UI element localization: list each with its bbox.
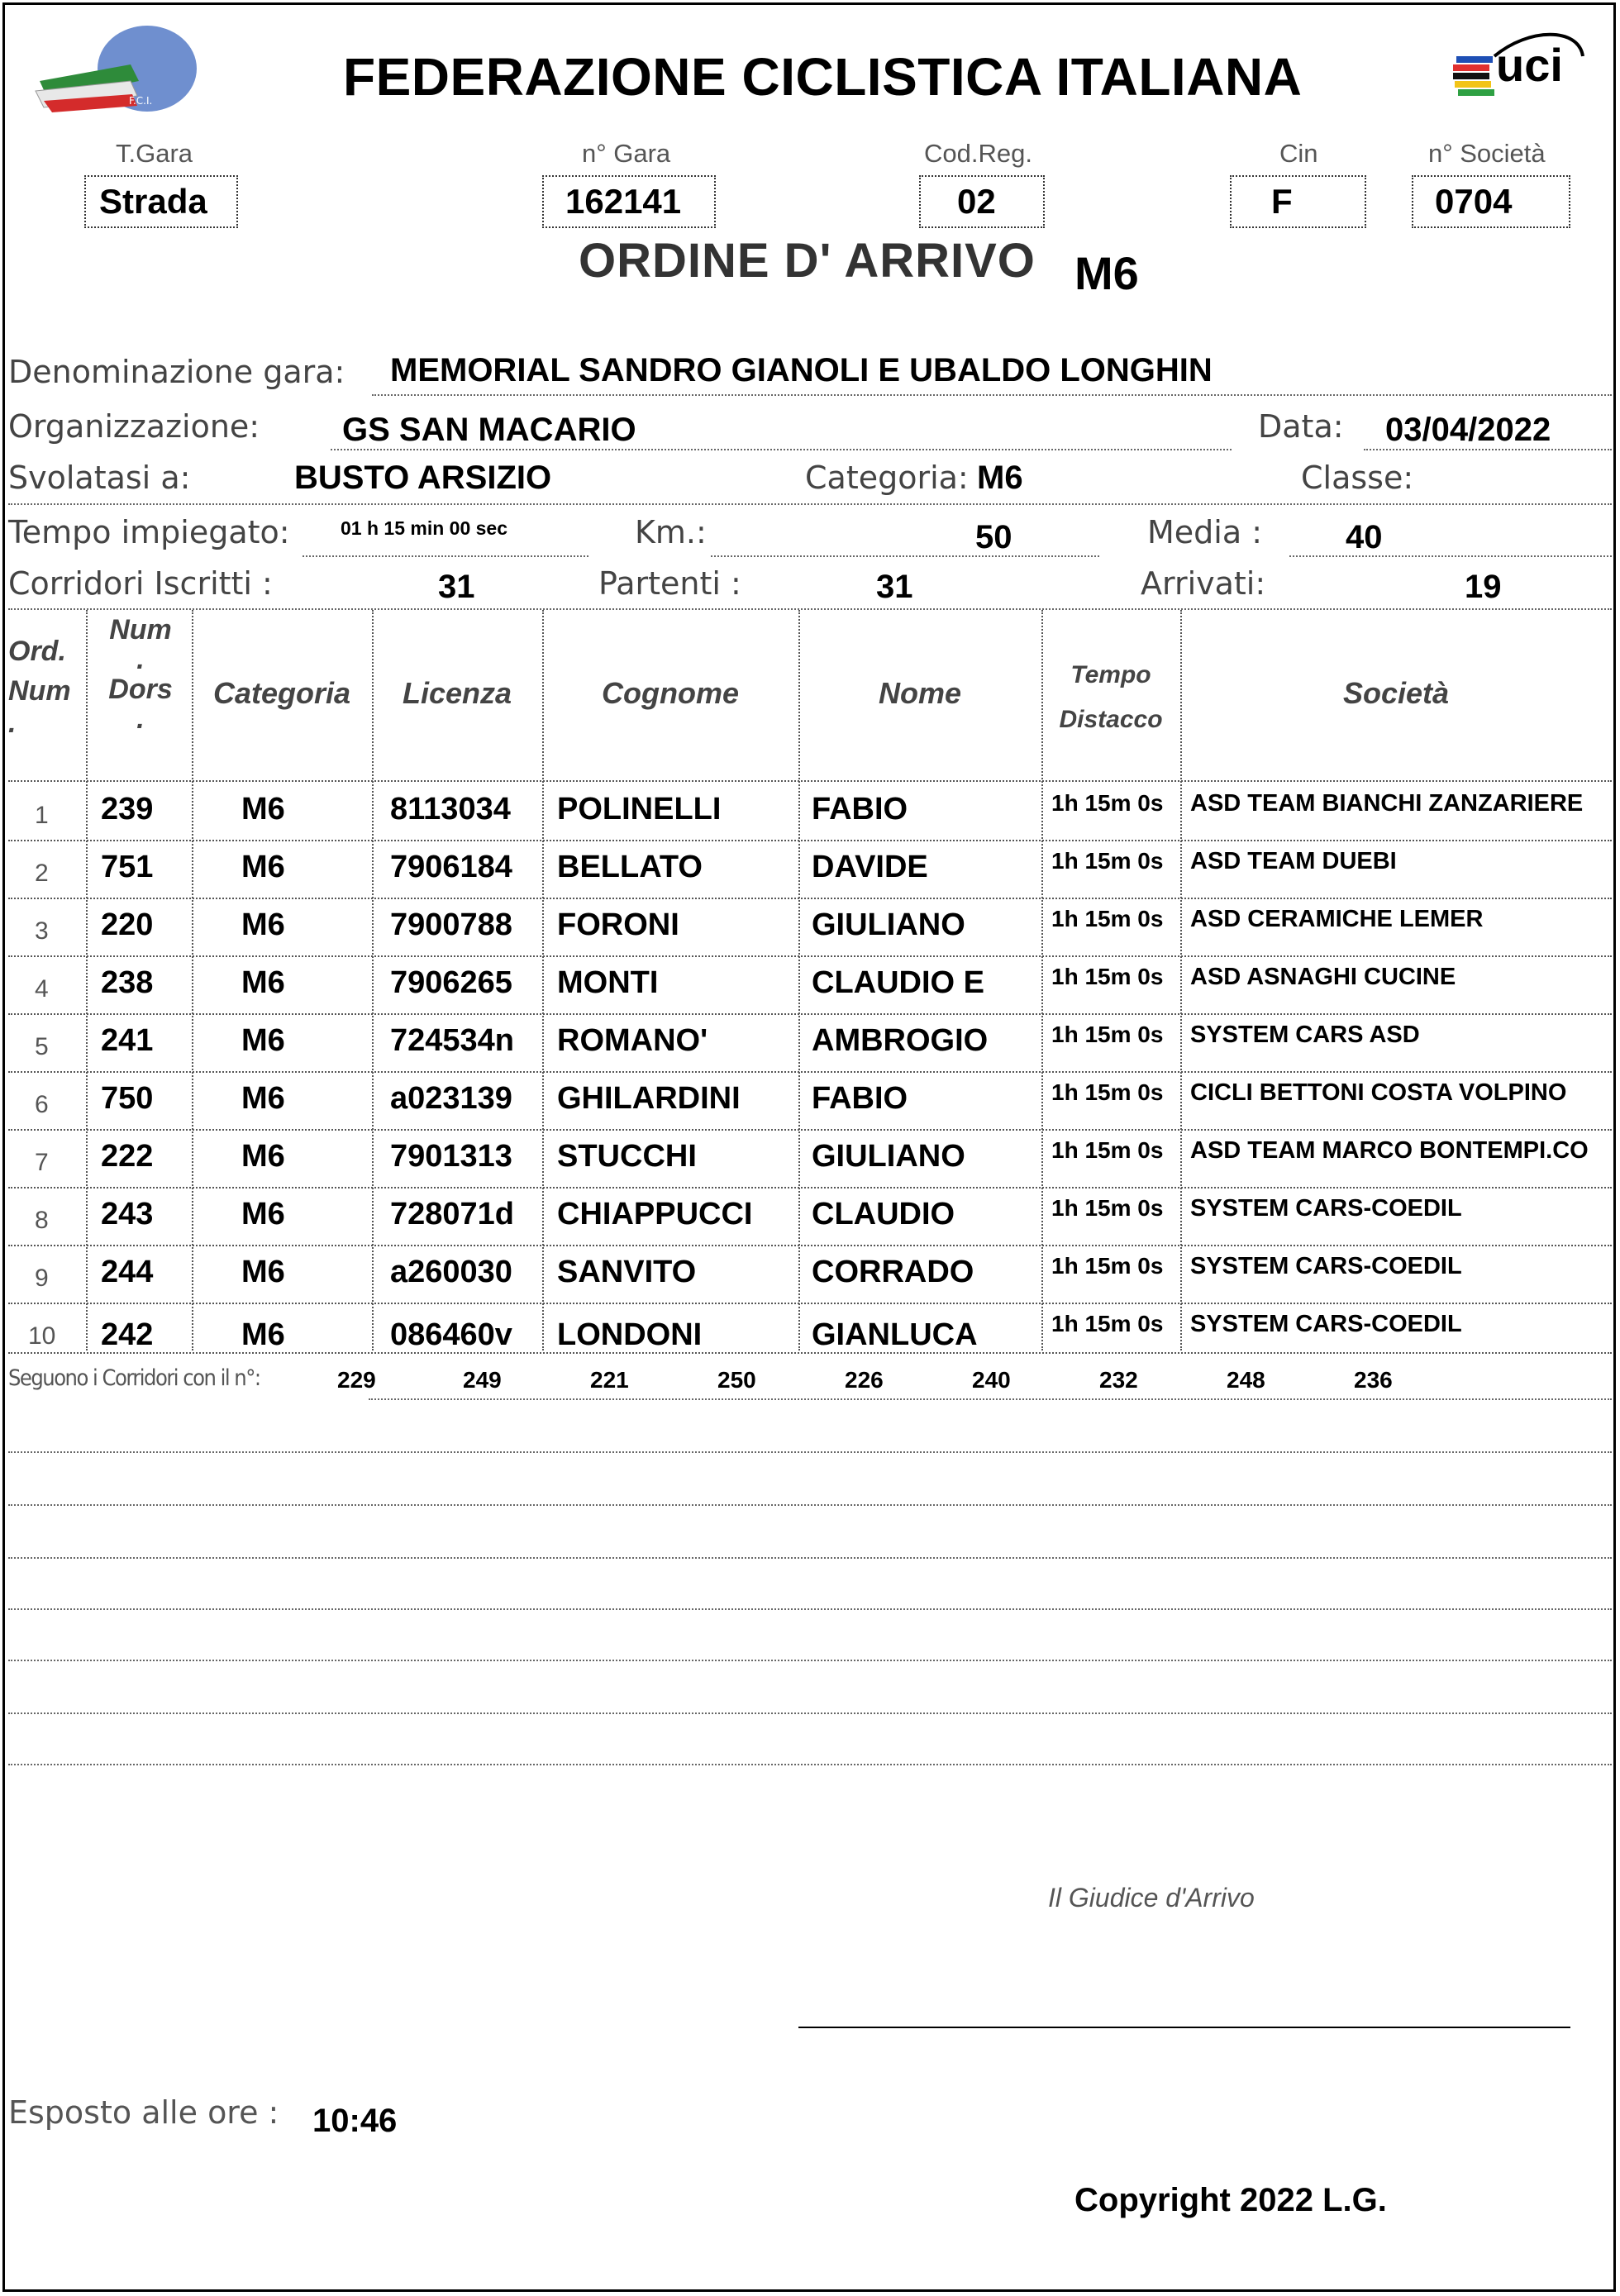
tempo-label: Tempo impiegato:	[8, 514, 290, 550]
cell-num: 238	[101, 965, 154, 1000]
cell-num: 751	[101, 850, 154, 884]
cell-nome: GIANLUCA	[812, 1317, 978, 1352]
header-categoria: Categoria	[212, 676, 351, 710]
following-number: 229	[337, 1367, 376, 1393]
cell-categoria: M6	[241, 792, 285, 826]
col-divider	[1180, 610, 1182, 1350]
tgara-value: Strada	[99, 182, 207, 221]
following-number: 249	[463, 1367, 502, 1393]
cell-tempo: 1h 15m 0s	[1051, 790, 1164, 816]
ngara-value: 162141	[565, 182, 682, 221]
ngara-label: n° Gara	[582, 139, 671, 168]
cell-licenza: a023139	[390, 1081, 512, 1116]
cell-categoria: M6	[241, 1255, 285, 1289]
header-ord-line2: Num	[8, 675, 71, 707]
cell-ord: 8	[35, 1207, 49, 1234]
tgara-box	[84, 175, 238, 228]
codreg-value: 02	[957, 182, 996, 221]
tgara-label: T.Gara	[116, 139, 193, 168]
cell-tempo: 1h 15m 0s	[1051, 1022, 1164, 1047]
uci-logo	[1446, 23, 1591, 114]
svg-text:F.C.I.: F.C.I.	[129, 95, 153, 107]
cell-ord: 6	[35, 1091, 49, 1118]
following-number: 240	[972, 1367, 1011, 1393]
cell-ord: 1	[35, 802, 49, 829]
arrivati-label: Arrivati:	[1141, 565, 1266, 602]
blank-line	[8, 1451, 1612, 1453]
following-line	[369, 1398, 1612, 1400]
cell-ord: 10	[28, 1322, 56, 1350]
cell-societa: ASD ASNAGHI CUCINE	[1190, 964, 1456, 990]
cell-tempo: 1h 15m 0s	[1051, 906, 1164, 931]
cell-tempo: 1h 15m 0s	[1051, 964, 1164, 989]
cell-societa: ASD TEAM BIANCHI ZANZARIERE	[1190, 790, 1584, 817]
cell-nome: GIULIANO	[812, 907, 965, 942]
header-num-line2: .	[136, 644, 145, 675]
cell-licenza: 724534n	[390, 1023, 515, 1058]
svolatasi-label: Svolatasi a:	[8, 460, 191, 496]
partenti-label: Partenti :	[598, 565, 741, 602]
cell-licenza: 7906265	[390, 965, 512, 1000]
cell-nome: FABIO	[812, 792, 908, 826]
svg-text:uci: uci	[1496, 39, 1563, 91]
following-number: 226	[845, 1367, 884, 1393]
row-divider	[8, 1071, 1612, 1073]
cell-societa: SYSTEM CARS-COEDIL	[1190, 1253, 1462, 1279]
cell-licenza: 7900788	[390, 907, 512, 942]
cell-nome: DAVIDE	[812, 850, 928, 884]
following-number: 248	[1227, 1367, 1265, 1393]
header-ord	[8, 631, 71, 739]
cell-num: 244	[101, 1255, 154, 1289]
col-divider	[542, 610, 544, 1350]
cell-ord: 9	[35, 1265, 49, 1292]
nsoc-value: 0704	[1435, 182, 1513, 221]
cell-ord: 3	[35, 917, 49, 945]
km-label: Km.:	[635, 514, 707, 550]
cell-cognome: POLINELLI	[557, 792, 722, 826]
blank-line	[8, 1712, 1612, 1714]
cin-box	[1230, 175, 1366, 228]
svolatasi-value: BUSTO ARSIZIO	[294, 460, 552, 496]
header-ord-line1: Ord.	[8, 636, 66, 667]
arrivati-value: 19	[1465, 569, 1502, 605]
media-value: 40	[1346, 519, 1383, 555]
row-divider	[8, 898, 1612, 899]
row-divider	[8, 955, 1612, 957]
cell-cognome: FORONI	[557, 907, 679, 942]
row-divider	[8, 1129, 1612, 1131]
codreg-box	[919, 175, 1045, 228]
fci-logo	[31, 23, 201, 114]
cell-nome: CORRADO	[812, 1255, 974, 1289]
cell-societa: ASD TEAM DUEBI	[1190, 848, 1397, 874]
media-label: Media :	[1147, 514, 1263, 550]
header-societa: Società	[1342, 676, 1450, 710]
cell-societa: CICLI BETTONI COSTA VOLPINO	[1190, 1079, 1567, 1106]
cin-label: Cin	[1279, 139, 1318, 168]
cell-categoria: M6	[241, 1081, 285, 1116]
header-ord-line3: .	[8, 707, 17, 739]
cell-nome: CLAUDIO	[812, 1197, 955, 1231]
cell-licenza: 086460v	[390, 1317, 512, 1352]
iscritti-label: Corridori Iscritti :	[8, 565, 273, 602]
cell-licenza: 7901313	[390, 1139, 512, 1174]
cell-num: 242	[101, 1317, 154, 1352]
cell-cognome: BELLATO	[557, 850, 703, 884]
header-nome: Nome	[878, 676, 962, 710]
cell-categoria: M6	[241, 850, 285, 884]
order-title: ORDINE D' ARRIVO	[579, 234, 1036, 288]
row-divider	[8, 1303, 1612, 1304]
cell-cognome: GHILARDINI	[557, 1081, 741, 1116]
cell-licenza: 728071d	[390, 1197, 515, 1231]
header-licenza: Licenza	[402, 676, 512, 710]
cell-societa: ASD TEAM MARCO BONTEMPI.CO	[1190, 1137, 1589, 1164]
denominazione-line	[372, 394, 1612, 396]
col-divider	[372, 610, 374, 1350]
categoria-label: Categoria:	[805, 460, 969, 496]
data-line	[1364, 449, 1612, 450]
cell-licenza: 7906184	[390, 850, 512, 884]
organizzazione-label: Organizzazione:	[8, 408, 260, 445]
blank-line	[8, 1504, 1612, 1506]
tempo-line	[303, 555, 588, 557]
following-number: 221	[590, 1367, 629, 1393]
cell-cognome: CHIAPPUCCI	[557, 1197, 753, 1231]
cell-tempo: 1h 15m 0s	[1051, 1253, 1164, 1279]
row-divider	[8, 1013, 1612, 1015]
esposto-label: Esposto alle ore :	[8, 2094, 279, 2131]
cell-tempo: 1h 15m 0s	[1051, 1079, 1164, 1105]
codreg-label: Cod.Reg.	[924, 139, 1032, 168]
cell-tempo: 1h 15m 0s	[1051, 1195, 1164, 1221]
cell-num: 220	[101, 907, 154, 942]
partenti-value: 31	[876, 569, 913, 605]
cell-cognome: ROMANO'	[557, 1023, 708, 1058]
nsoc-label: n° Società	[1428, 139, 1546, 168]
cell-cognome: STUCCHI	[557, 1139, 697, 1174]
cell-cognome: SANVITO	[557, 1255, 697, 1289]
cell-societa: SYSTEM CARS-COEDIL	[1190, 1195, 1462, 1222]
cell-ord: 5	[35, 1033, 49, 1060]
following-number: 232	[1099, 1367, 1138, 1393]
blank-line	[8, 1764, 1612, 1765]
cell-nome: FABIO	[812, 1081, 908, 1116]
row-divider	[8, 1187, 1612, 1188]
row-divider	[8, 840, 1612, 841]
header-tempo-line2: Distacco	[1059, 706, 1163, 733]
cin-value: F	[1271, 182, 1293, 221]
cell-cognome: LONDONI	[557, 1317, 703, 1352]
nsoc-box	[1412, 175, 1570, 228]
cell-cognome: MONTI	[557, 965, 659, 1000]
following-label: Seguono i Corridori con il n°:	[8, 1365, 260, 1391]
header-num-line3: Dors	[108, 674, 173, 705]
iscritti-line	[8, 608, 1612, 610]
row-divider	[8, 1245, 1612, 1246]
copyright: Copyright 2022 L.G.	[1074, 2182, 1387, 2218]
cell-num: 750	[101, 1081, 154, 1116]
header-num-line4: .	[136, 703, 145, 735]
header-tempo-line1: Tempo	[1070, 661, 1151, 688]
cell-nome: GIULIANO	[812, 1139, 965, 1174]
km-value: 50	[975, 519, 1012, 555]
cell-categoria: M6	[241, 907, 285, 942]
col-divider	[192, 610, 193, 1350]
page-title: FEDERAZIONE CICLISTICA ITALIANA	[343, 47, 1303, 107]
cell-nome: CLAUDIO E	[812, 965, 984, 1000]
cell-licenza: 8113034	[390, 792, 511, 826]
cell-ord: 2	[35, 860, 49, 887]
header-tempo	[1041, 653, 1180, 742]
cell-num: 222	[101, 1139, 154, 1174]
categoria-value: M6	[977, 460, 1023, 496]
blank-line	[8, 1608, 1612, 1610]
order-category: M6	[1074, 247, 1139, 299]
cell-categoria: M6	[241, 1317, 285, 1352]
cell-societa: ASD CERAMICHE LEMER	[1190, 906, 1484, 932]
tempo-value: 01 h 15 min 00 sec	[341, 517, 508, 539]
signature-line	[798, 2027, 1570, 2028]
cell-licenza: a260030	[390, 1255, 512, 1289]
cell-num: 243	[101, 1197, 154, 1231]
cell-nome: AMBROGIO	[812, 1023, 989, 1058]
cell-num: 241	[101, 1023, 154, 1058]
cell-categoria: M6	[241, 965, 285, 1000]
media-line	[1289, 555, 1612, 557]
cell-categoria: M6	[241, 1139, 285, 1174]
denominazione-label: Denominazione gara:	[8, 354, 345, 390]
cell-societa: SYSTEM CARS-COEDIL	[1190, 1311, 1462, 1337]
svolatasi-line	[8, 503, 1612, 505]
denominazione-value: MEMORIAL SANDRO GIANOLI E UBALDO LONGHIN	[390, 352, 1213, 388]
header-num-dors	[91, 610, 190, 735]
cell-ord: 7	[35, 1149, 49, 1176]
col-divider	[798, 610, 800, 1350]
organizzazione-line	[331, 449, 1232, 450]
cell-categoria: M6	[241, 1197, 285, 1231]
organizzazione-value: GS SAN MACARIO	[342, 412, 636, 448]
cell-categoria: M6	[241, 1023, 285, 1058]
km-line	[711, 555, 1099, 557]
header-cognome: Cognome	[602, 676, 739, 710]
data-value: 03/04/2022	[1385, 412, 1551, 448]
cell-tempo: 1h 15m 0s	[1051, 848, 1164, 874]
cell-num: 239	[101, 792, 154, 826]
classe-label: Classe:	[1301, 460, 1414, 496]
blank-line	[8, 1557, 1612, 1559]
cell-tempo: 1h 15m 0s	[1051, 1137, 1164, 1163]
following-number: 250	[717, 1367, 756, 1393]
col-divider	[86, 610, 88, 1350]
giudice-label: Il Giudice d'Arrivo	[1048, 1883, 1255, 1913]
cell-tempo: 1h 15m 0s	[1051, 1311, 1164, 1336]
ngara-box	[542, 175, 716, 228]
esposto-value: 10:46	[312, 2103, 398, 2139]
data-label: Data:	[1258, 408, 1344, 445]
blank-line	[8, 1660, 1612, 1661]
cell-ord: 4	[35, 975, 49, 1003]
row-divider	[8, 780, 1612, 782]
cell-societa: SYSTEM CARS ASD	[1190, 1022, 1420, 1048]
iscritti-value: 31	[438, 569, 475, 605]
header-num-line1: Num	[109, 614, 172, 645]
following-number: 236	[1354, 1367, 1393, 1393]
